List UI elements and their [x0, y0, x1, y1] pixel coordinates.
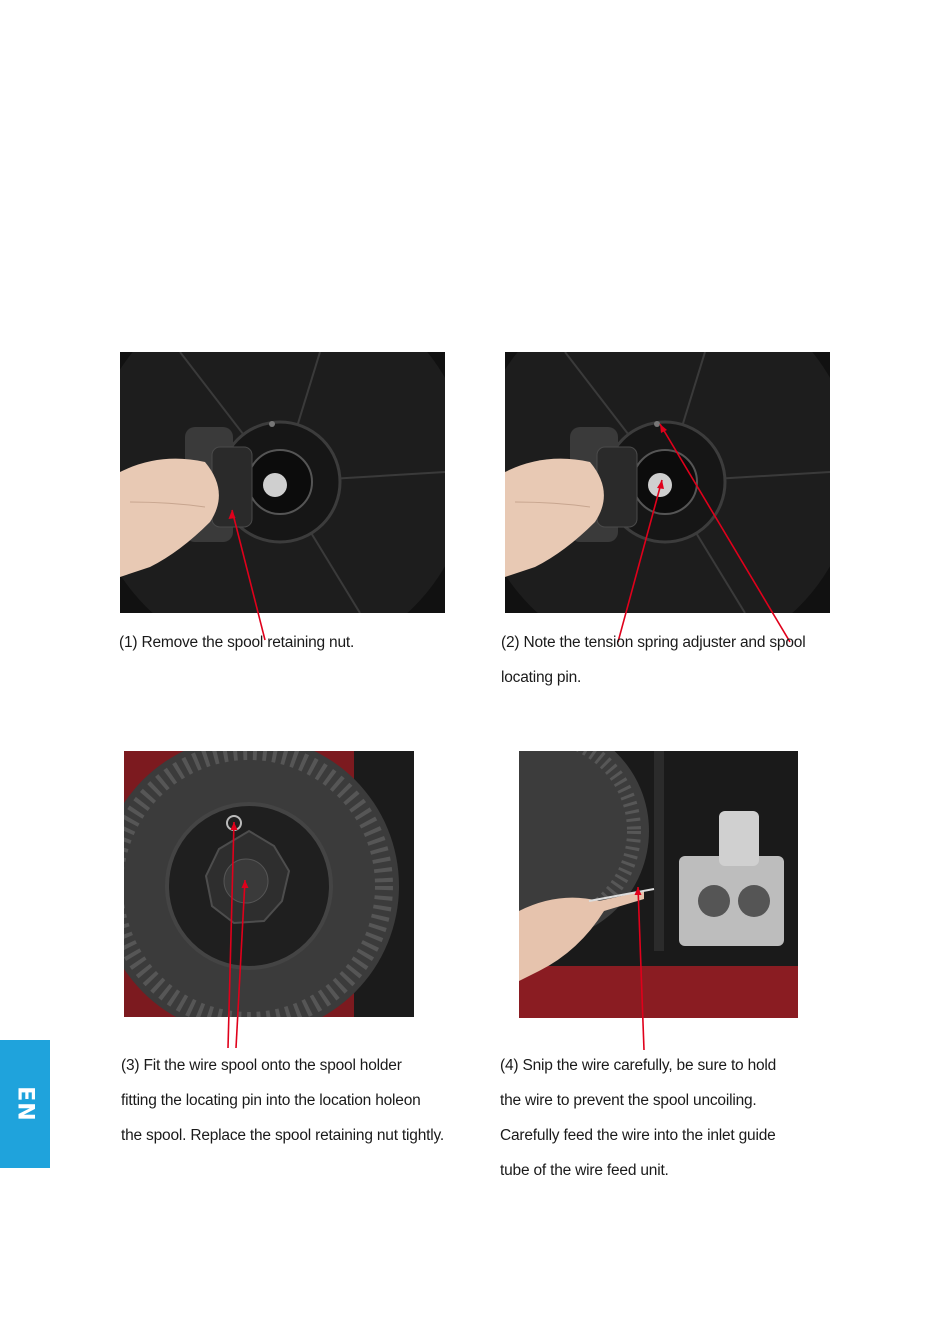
caption-line: (3) Fit the wire spool onto the spool holder: [121, 1057, 402, 1074]
photo-step-1: [120, 352, 445, 613]
caption-line: (2) Note the tension spring adjuster and spool: [501, 634, 806, 651]
caption-line: Carefully feed the wire into the inlet guide: [500, 1127, 776, 1144]
caption-step-3: [121, 1048, 444, 1153]
caption-line: (4) Snip the wire carefully, be sure to hold: [500, 1057, 777, 1074]
photo-step-3: [124, 751, 414, 1017]
caption-step-4: [500, 1048, 776, 1188]
caption-line: tube of the wire feed unit.: [500, 1162, 669, 1179]
caption-line: the wire to prevent the spool uncoiling.: [500, 1092, 757, 1109]
caption-step-2: [501, 625, 805, 695]
photo-step-4: [519, 751, 798, 1018]
language-tab-label: EN: [12, 1086, 38, 1122]
photo-step-2: [505, 352, 830, 613]
caption-line: (1) Remove the spool retaining nut.: [119, 634, 355, 651]
caption-line: the spool. Replace the spool retaining nut tightly.: [121, 1127, 444, 1144]
caption-line: fitting the locating pin into the location holeon: [121, 1092, 421, 1109]
language-tab: [0, 1040, 50, 1168]
caption-step-1: [119, 625, 354, 660]
caption-line: locating pin.: [501, 669, 582, 686]
